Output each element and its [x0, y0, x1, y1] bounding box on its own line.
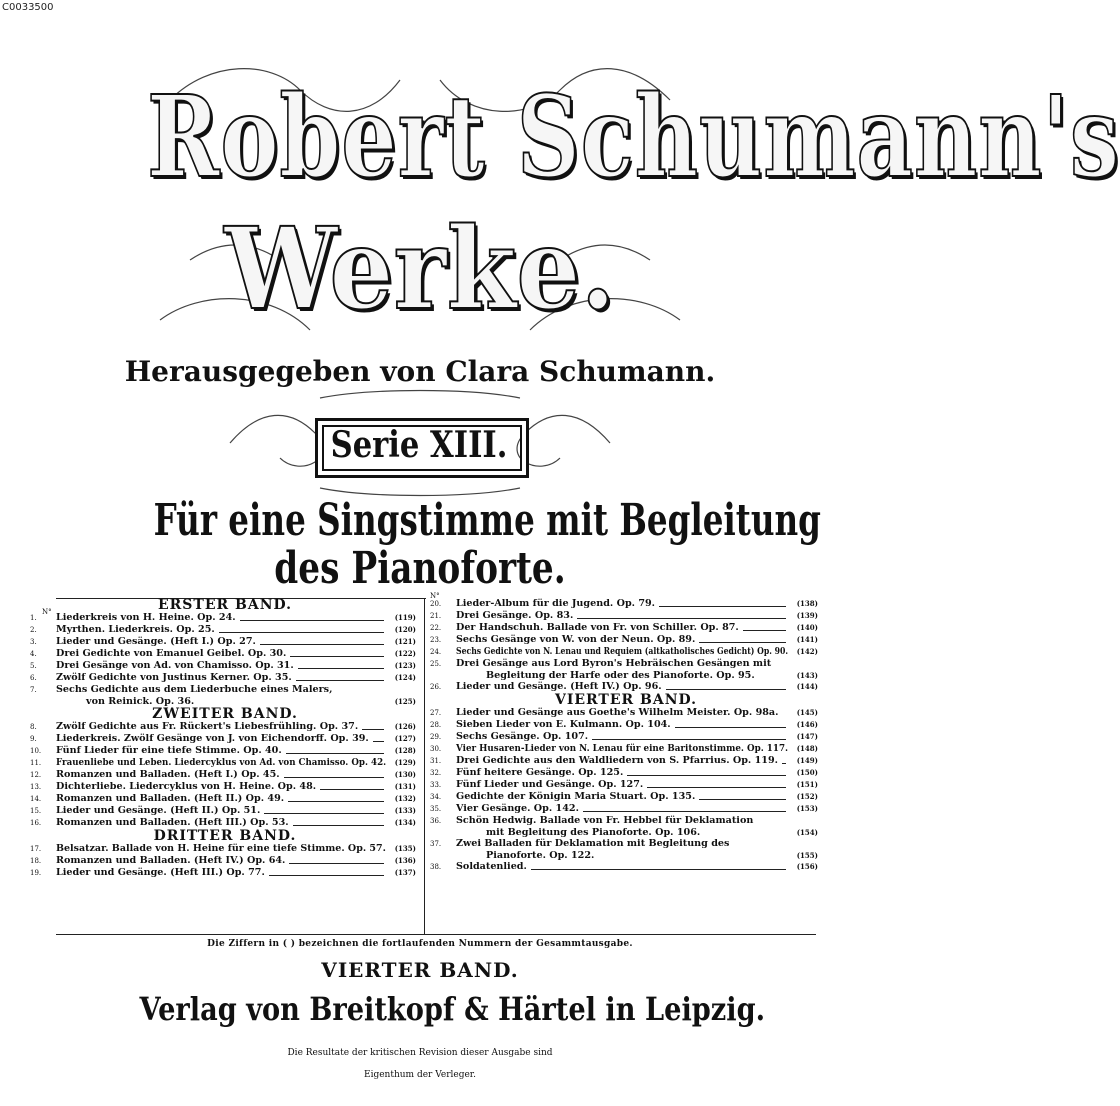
toc-item-page: (134): [394, 818, 416, 827]
toc-item: [30, 721, 416, 733]
toc-item: [430, 791, 818, 803]
toc-item-number: 15.: [30, 807, 42, 815]
toc-leader-line: [286, 753, 384, 754]
toc-item-number: 27.: [430, 709, 442, 717]
toc-item: [430, 622, 818, 634]
toc-item-page: (132): [394, 794, 416, 803]
toc-item-page: (149): [796, 756, 818, 765]
toc-item: [430, 707, 818, 719]
toc-item-number: 23.: [430, 636, 442, 644]
toc-item-title: Belsatzar. Ballade von H. Heine für eine tiefe Stimme. Op. 57.: [56, 843, 386, 854]
title-line-2: Werke.: [224, 204, 616, 335]
serie-label: Serie XIII.: [330, 424, 508, 466]
toc-item: [430, 861, 818, 873]
editor-line: Herausgegeben von Clara Schumann.: [124, 355, 716, 388]
toc-item-number: 18.: [30, 857, 42, 865]
toc-item-title: Lieder und Gesänge. (Heft II.) Op. 51.: [56, 805, 261, 816]
toc-item-page: (133): [394, 806, 416, 815]
toc-item-number: 19.: [30, 869, 42, 877]
toc-divider: [424, 598, 425, 934]
toc-item-number: 6.: [30, 674, 37, 682]
toc-item-title: Frauenliebe und Leben. Liedercyklus von Ad. von Chamisso. Op. 42.: [56, 757, 387, 768]
toc-leader-line: [269, 875, 384, 876]
toc-item: [30, 867, 416, 879]
toc-item: [430, 815, 822, 827]
toc-item-page: (124): [394, 673, 416, 682]
toc-item-page: (119): [394, 613, 416, 622]
toc-item-number: 21.: [430, 612, 442, 620]
toc-item: [30, 745, 416, 757]
toc-item: [30, 855, 416, 867]
toc-item-continuation-row: [430, 670, 818, 681]
title-line-1: Robert Schumann's: [147, 72, 1120, 203]
toc-item-continuation: Begleitung der Harfe oder des Pianoforte. Op. 95.: [486, 670, 755, 681]
toc-leader-line: [296, 680, 384, 681]
toc-item-number: 25.: [430, 660, 442, 668]
toc-item-title: Fünf heitere Gesänge. Op. 125.: [456, 767, 624, 778]
toc-leader-line: [284, 777, 384, 778]
toc-leader-line: [666, 689, 786, 690]
toc-leader-line: [219, 632, 384, 633]
toc-item-title: Liederkreis. Zwölf Gesänge von J. von Eichendorff. Op. 39.: [56, 733, 369, 744]
toc-item-page: (128): [394, 746, 416, 755]
toc-leader-line: [699, 799, 786, 800]
toc-item-page: (152): [796, 792, 818, 801]
toc-item-page: (136): [394, 856, 416, 865]
toc-item: [430, 646, 818, 658]
toc-item-number: 33.: [430, 781, 442, 789]
toc-item-page: (148): [796, 744, 818, 753]
toc-leader-line: [583, 811, 786, 812]
toc-item-number: 31.: [430, 757, 442, 765]
toc-item: [30, 624, 416, 636]
toc-item-number: 5.: [30, 662, 37, 670]
toc-item: [30, 684, 420, 696]
toc-item-title: Drei Gedichte von Emanuel Geibel. Op. 30.: [56, 648, 287, 659]
toc-item: [430, 838, 822, 850]
toc-item-title: Drei Gesänge aus Lord Byron's Hebräischen Gesängen mit: [456, 658, 772, 669]
toc-item-continuation-row: [430, 827, 818, 838]
toc-item-title: Dichterliebe. Liedercyklus von H. Heine. Op. 48.: [56, 781, 317, 792]
toc-item-title: Sieben Lieder von E. Kulmann. Op. 104.: [456, 719, 671, 730]
toc-item-continuation-row: [430, 850, 818, 861]
toc-left-column: [30, 598, 420, 879]
toc-item-page: (123): [394, 661, 416, 670]
toc-leader-line: [373, 741, 384, 742]
toc-item: [430, 779, 818, 791]
toc-item-number: 37.: [430, 840, 442, 848]
subtitle-line-2: des Pianoforte.: [274, 543, 566, 594]
page-id: C0033500: [2, 2, 54, 13]
toc-item-page: (151): [796, 780, 818, 789]
toc-item: [430, 743, 818, 755]
toc-item-page: (129): [394, 758, 416, 767]
toc-item-number: 38.: [430, 863, 442, 871]
toc-item-title: Lieder und Gesänge aus Goethe's Wilhelm Meister. Op. 98a.: [456, 707, 779, 718]
toc-item-page: (131): [394, 782, 416, 791]
toc-item: [30, 793, 416, 805]
band-heading-1: ERSTER BAND.: [157, 597, 293, 613]
toc-item-page: (150): [796, 768, 818, 777]
toc-item: [30, 612, 416, 624]
toc-item-page: (130): [394, 770, 416, 779]
toc-item-title: Sechs Gedichte von N. Lenau und Requiem (altkatholisches Gedicht) Op. 90.: [456, 646, 789, 657]
toc-item-number: 32.: [430, 769, 442, 777]
toc-leader-line: [699, 642, 786, 643]
toc-item-page: (155): [796, 851, 818, 860]
toc-item-number: 9.: [30, 735, 37, 743]
toc-item-continuation-row: [30, 696, 416, 707]
toc-item: [430, 755, 818, 767]
toc-leader-line: [675, 727, 786, 728]
toc-item-title: Vier Husaren-Lieder von N. Lenau für eine Baritonstimme. Op. 117.: [456, 743, 789, 754]
nr-label-right: N°: [430, 592, 440, 600]
toc-item-page: (141): [796, 635, 818, 644]
toc-item-title: Romanzen und Balladen. (Heft I.) Op. 45.: [56, 769, 280, 780]
toc-item-title: Fünf Lieder für eine tiefe Stimme. Op. 40.: [56, 745, 282, 756]
toc-item-number: 3.: [30, 638, 37, 646]
toc-item-number: 17.: [30, 845, 42, 853]
toc-item-page: (143): [796, 671, 818, 680]
toc-item: [30, 648, 416, 660]
toc-item: [30, 843, 416, 855]
toc-item-number: 24.: [430, 648, 442, 656]
toc-item: [430, 767, 818, 779]
toc-item-number: 10.: [30, 747, 42, 755]
toc-item-title: Romanzen und Balladen. (Heft II.) Op. 49.: [56, 793, 285, 804]
toc-item: [30, 805, 416, 817]
toc-item: [30, 733, 416, 745]
toc-item-number: 13.: [30, 783, 42, 791]
toc-item-page: (135): [394, 844, 416, 853]
toc-item-page: (153): [796, 804, 818, 813]
toc-item-title: Drei Gedichte aus den Waldliedern von S. Pfarrius. Op. 119.: [456, 755, 778, 766]
toc-item-title: Sechs Gesänge. Op. 107.: [456, 731, 589, 742]
toc-leader-line: [290, 656, 384, 657]
toc-item: [430, 658, 822, 670]
toc-item-title: Soldatenlied.: [456, 861, 527, 872]
toc-item-number: 28.: [430, 721, 442, 729]
toc-item: [30, 769, 416, 781]
toc-item-number: 26.: [430, 683, 442, 691]
toc-item-title: Romanzen und Balladen. (Heft III.) Op. 53.: [56, 817, 289, 828]
toc-leader-line: [647, 787, 786, 788]
toc-item-title: Sechs Gesänge von W. von der Neun. Op. 89.: [456, 634, 696, 645]
toc-item: [30, 817, 416, 829]
toc-item-page: (122): [394, 649, 416, 658]
toc-item-page: (142): [796, 647, 818, 656]
publisher-line: Verlag von Breitkopf & Härtel in Leipzig.: [139, 990, 766, 1028]
toc-item-number: 2.: [30, 626, 37, 634]
toc-item-number: 30.: [430, 745, 442, 753]
toc-item-number: 36.: [430, 817, 442, 825]
toc-item: [430, 598, 818, 610]
band-heading-bottom: VIERTER BAND.: [321, 958, 519, 982]
toc-item-page: (140): [796, 623, 818, 632]
toc-item-number: 22.: [430, 624, 442, 632]
toc-item-page: (144): [796, 682, 818, 691]
toc-item-title: Lieder und Gesänge. (Heft IV.) Op. 96.: [456, 681, 662, 692]
toc-item-number: 35.: [430, 805, 442, 813]
toc-item-page: (145): [796, 708, 818, 717]
toc-item-continuation: mit Begleitung des Pianoforte. Op. 106.: [486, 827, 701, 838]
toc-item-continuation: von Reinick. Op. 36.: [86, 696, 195, 707]
toc-leader-line: [264, 813, 384, 814]
toc-item: [30, 781, 416, 793]
toc-item: [430, 634, 818, 646]
footer-line-1: Die Resultate der kritischen Revision dieser Ausgabe sind: [287, 1048, 553, 1058]
toc-item: [430, 731, 818, 743]
toc-leader-line: [592, 739, 786, 740]
toc-item-page: (138): [796, 599, 818, 608]
toc-item-continuation: Pianoforte. Op. 122.: [486, 850, 595, 861]
footnote-numbers: Die Ziffern in ( ) bezeichnen die fortlaufenden Nummern der Gesammtausgabe.: [207, 939, 633, 949]
toc-item-title: Zwei Balladen für Deklamation mit Begleitung des: [456, 838, 730, 849]
toc-item-page: (146): [796, 720, 818, 729]
toc-leader-line: [288, 801, 384, 802]
toc-item-title: Liederkreis von H. Heine. Op. 24.: [56, 612, 236, 623]
toc-item-number: 11.: [30, 759, 42, 767]
toc-item-title: Gedichte der Königin Maria Stuart. Op. 135.: [456, 791, 696, 802]
toc-item-number: 7.: [30, 686, 37, 694]
toc-leader-line: [362, 729, 384, 730]
toc-item-title: Vier Gesänge. Op. 142.: [456, 803, 579, 814]
toc-item-page: (147): [796, 732, 818, 741]
toc-item-page: (156): [796, 862, 818, 871]
toc-item-number: 4.: [30, 650, 37, 658]
toc-item-title: Myrthen. Liederkreis. Op. 25.: [56, 624, 215, 635]
toc-leader-line: [298, 668, 384, 669]
band-heading-4: VIERTER BAND.: [554, 692, 698, 708]
toc-leader-line: [260, 644, 384, 645]
toc-item-title: Lieder-Album für die Jugend. Op. 79.: [456, 598, 656, 609]
toc-item: [30, 636, 416, 648]
toc-item: [30, 757, 416, 769]
toc-item: [430, 803, 818, 815]
toc-item: [430, 719, 818, 731]
toc-item-title: Lieder und Gesänge. (Heft I.) Op. 27.: [56, 636, 256, 647]
toc-item-page: (125): [394, 697, 416, 706]
toc-leader-line: [743, 630, 786, 631]
toc-item-number: 20.: [430, 600, 442, 608]
toc-item-title: Lieder und Gesänge. (Heft III.) Op. 77.: [56, 867, 265, 878]
toc-leader-line: [577, 618, 786, 619]
toc-leader-line: [659, 606, 786, 607]
toc-leader-line: [289, 863, 384, 864]
toc-item-title: Zwölf Gedichte von Justinus Kerner. Op. 35.: [56, 672, 292, 683]
toc-item-title: Romanzen und Balladen. (Heft IV.) Op. 64.: [56, 855, 286, 866]
toc-item-page: (137): [394, 868, 416, 877]
toc-right-column: [430, 592, 822, 873]
nr-label-left: N°: [42, 608, 52, 616]
toc-item-title: Drei Gesänge. Op. 83.: [456, 610, 574, 621]
toc-item: [430, 610, 818, 622]
toc-item-title: Der Handschuh. Ballade von Fr. von Schiller. Op. 87.: [456, 622, 739, 633]
toc-item-title: Zwölf Gedichte aus Fr. Rückert's Liebesfrühling. Op. 37.: [56, 721, 359, 732]
toc-item-number: 29.: [430, 733, 442, 741]
toc-item-number: 16.: [30, 819, 42, 827]
toc-item-title: Sechs Gedichte aus dem Liederbuche eines Malers,: [56, 684, 333, 695]
toc-leader-line: [627, 775, 786, 776]
toc-leader-line: [293, 825, 384, 826]
toc-item-page: (120): [394, 625, 416, 634]
toc-item-page: (139): [796, 611, 818, 620]
table-of-contents: [30, 592, 820, 934]
toc-leader-line: [320, 789, 384, 790]
toc-item-page: (127): [394, 734, 416, 743]
toc-item-page: (126): [394, 722, 416, 731]
toc-item-number: 14.: [30, 795, 42, 803]
toc-item-title: Drei Gesänge von Ad. von Chamisso. Op. 31.: [56, 660, 294, 671]
toc-item-number: 8.: [30, 723, 37, 731]
band-heading-3: DRITTER BAND.: [153, 828, 297, 844]
toc-bottom-rule: [56, 934, 816, 935]
toc-item-number: 34.: [430, 793, 442, 801]
toc-item: [30, 672, 416, 684]
toc-item: [430, 681, 818, 693]
subtitle-line-1: Für eine Singstimme mit Begleitung: [153, 495, 821, 546]
toc-item-number: 12.: [30, 771, 42, 779]
toc-item-title: Schön Hedwig. Ballade von Fr. Hebbel für Deklamation: [456, 815, 754, 826]
footer-line-2: Eigenthum der Verleger.: [364, 1070, 476, 1080]
toc-leader-line: [240, 620, 384, 621]
toc-leader-line: [782, 763, 786, 764]
toc-item: [30, 660, 416, 672]
band-heading-2: ZWEITER BAND.: [152, 706, 298, 722]
toc-item-number: 1.: [30, 614, 37, 622]
toc-item-title: Fünf Lieder und Gesänge. Op. 127.: [456, 779, 644, 790]
toc-leader-line: [531, 869, 786, 870]
toc-item-page: (154): [796, 828, 818, 837]
toc-item-page: (121): [394, 637, 416, 646]
